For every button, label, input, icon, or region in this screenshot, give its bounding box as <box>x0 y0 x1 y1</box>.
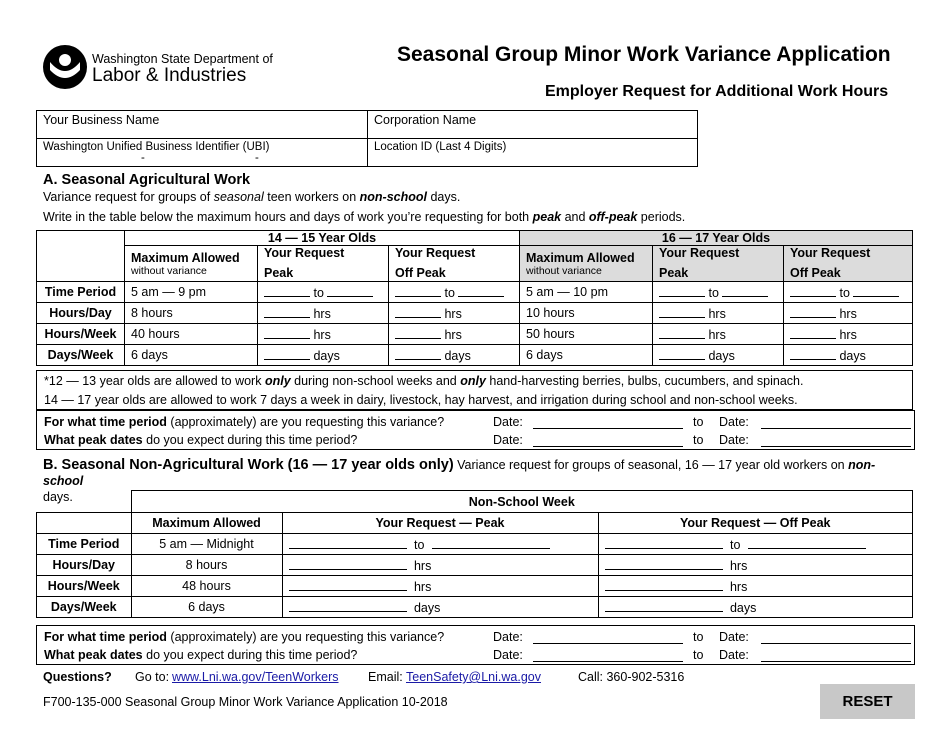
questions-label: Questions? <box>43 670 112 684</box>
peak-dates-question <box>44 433 357 447</box>
peak-time-input[interactable] <box>282 534 598 555</box>
instr-offpeak: off-peak <box>588 210 638 224</box>
to-label: to <box>693 630 704 644</box>
instr-text: Write in the table below the maximum hours and days of work you’re requesting for both <box>43 210 533 224</box>
max-cell: 6 days <box>125 345 258 366</box>
start-date-input-1[interactable] <box>533 415 683 429</box>
to-label: to <box>693 433 704 447</box>
ubi-dash-1: - <box>141 152 145 164</box>
corporation-name-field[interactable] <box>368 111 698 139</box>
reset-button[interactable]: RESET <box>820 684 915 719</box>
request-offpeak-header-2 <box>784 246 913 282</box>
end-date-input-4[interactable] <box>761 648 911 662</box>
time-period-question <box>44 630 444 644</box>
max-cell: 5 am — 10 pm <box>520 282 653 303</box>
teen-workers-link[interactable]: www.Lni.wa.gov/TeenWorkers <box>172 670 339 684</box>
your-request-text: Your Request <box>659 246 740 260</box>
unit-text: to <box>708 285 719 300</box>
request-offpeak-header: Your Request — Off Peak <box>598 513 913 534</box>
corner-cell <box>37 491 132 513</box>
section-a-instruction <box>43 210 685 224</box>
peak-input[interactable] <box>282 576 598 597</box>
location-id-field[interactable] <box>368 139 698 167</box>
max-cell: 40 hours <box>125 324 258 345</box>
note-1 <box>44 374 803 388</box>
start-date-input-4[interactable] <box>533 648 683 662</box>
offpeak-input[interactable] <box>598 576 913 597</box>
unit-text: hrs <box>729 579 748 594</box>
date-label: Date: <box>719 433 749 447</box>
request-peak-header: Your Request — Peak <box>282 513 598 534</box>
non-school-week-header: Non-School Week <box>131 491 913 513</box>
peak-time-input[interactable] <box>653 282 784 303</box>
ubi-label: Washington Unified Business Identifier (UBI) <box>43 141 270 153</box>
your-request-text: Your Request <box>790 246 871 260</box>
date-label: Date: <box>493 415 523 429</box>
desc-nonschool: non-school <box>359 190 427 204</box>
section-b-desc: Variance request for groups of seasonal, 16 — 17 year old workers on <box>453 458 849 472</box>
peak-input[interactable] <box>258 345 389 366</box>
section-b-nonschool: non-school <box>43 458 876 488</box>
unit-text: hrs <box>444 306 462 321</box>
unit-text: hrs <box>444 327 462 342</box>
unit-text: hrs <box>729 558 748 573</box>
max-cell: 8 hours <box>125 303 258 324</box>
row-label-days-week: Days/Week <box>37 597 132 618</box>
goto-label: Go to: <box>135 670 170 684</box>
section-a-table <box>36 230 913 366</box>
section-a-dates <box>36 410 915 450</box>
offpeak-input[interactable] <box>784 345 913 366</box>
max-cell: 6 days <box>131 597 282 618</box>
note-only: only <box>264 374 291 388</box>
location-id-label: Location ID (Last 4 Digits) <box>374 141 507 153</box>
unit-text: to <box>313 285 324 300</box>
instr-text: and <box>561 210 589 224</box>
q-text: (approximately) are you requesting this variance? <box>166 630 445 644</box>
note-text: *12 — 13 year olds are allowed to work <box>44 374 265 388</box>
start-date-input-3[interactable] <box>533 630 683 644</box>
date-label: Date: <box>493 648 523 662</box>
business-name-label: Your Business Name <box>43 113 160 127</box>
row-label-hours-week: Hours/Week <box>37 324 125 345</box>
ubi-field[interactable] <box>37 139 368 167</box>
request-offpeak-header-1 <box>389 246 520 282</box>
note-text: hand-harvesting berries, bulbs, cucumbers, and spinach. <box>485 374 804 388</box>
unit-text: hrs <box>313 327 331 342</box>
end-date-input-1[interactable] <box>761 415 911 429</box>
unit-text: hrs <box>839 306 857 321</box>
offpeak-input[interactable] <box>598 597 913 618</box>
q-bold: What peak dates <box>44 433 143 447</box>
time-period-question <box>44 415 444 429</box>
off-peak-text: Off Peak <box>395 266 446 280</box>
q-text: (approximately) are you requesting this variance? <box>166 415 445 429</box>
offpeak-input[interactable] <box>389 324 520 345</box>
to-label: to <box>693 648 704 662</box>
peak-text: Peak <box>659 266 689 280</box>
max-allowed-header-1 <box>125 246 258 282</box>
page-subtitle: Employer Request for Additional Work Hours <box>545 83 889 100</box>
unit-text: hrs <box>313 306 331 321</box>
note-text: during non-school weeks and <box>290 374 461 388</box>
unit-text: hrs <box>839 327 857 342</box>
desc-text: teen workers on <box>263 190 360 204</box>
corner-cell-2 <box>37 513 132 534</box>
row-label-hours-week: Hours/Week <box>37 576 132 597</box>
business-info-table <box>36 110 698 167</box>
section-a-notes <box>36 370 913 410</box>
unit-text: hrs <box>413 579 432 594</box>
section-a-title: A. Seasonal Agricultural Work <box>43 172 251 188</box>
unit-text: to <box>729 537 741 552</box>
offpeak-input[interactable] <box>598 555 913 576</box>
group-14-15-header: 14 — 15 Year Olds <box>125 231 520 246</box>
offpeak-time-input[interactable] <box>389 282 520 303</box>
corporation-name-label: Corporation Name <box>374 113 477 127</box>
max-cell: 6 days <box>520 345 653 366</box>
unit-text: days <box>444 348 471 363</box>
row-label-days-week: Days/Week <box>37 345 125 366</box>
unit-text: days <box>413 600 441 615</box>
date-label: Date: <box>719 648 749 662</box>
row-label-hours-day: Hours/Day <box>37 555 132 576</box>
end-date-input-3[interactable] <box>761 630 911 644</box>
note-2: 14 — 17 year olds are allowed to work 7 days a week in dairy, livestock, hay harvest, and irrigation during school and non-school weeks. <box>44 393 798 407</box>
desc-seasonal: seasonal <box>213 190 264 204</box>
section-b-table <box>36 490 913 618</box>
unit-text: hrs <box>708 327 726 342</box>
unit-text: days <box>708 348 735 363</box>
max-allowed-header-2 <box>520 246 653 282</box>
offpeak-time-input[interactable] <box>784 282 913 303</box>
org-line1: Washington State Department of <box>92 52 273 66</box>
max-cell: 8 hours <box>131 555 282 576</box>
instr-text: periods. <box>637 210 686 224</box>
offpeak-input[interactable] <box>784 303 913 324</box>
date-label: Date: <box>719 630 749 644</box>
date-label: Date: <box>493 630 523 644</box>
teen-safety-email-link[interactable]: TeenSafety@Lni.wa.gov <box>406 670 541 684</box>
peak-input[interactable] <box>258 303 389 324</box>
your-request-text: Your Request <box>395 246 476 260</box>
ubi-dash-2: - <box>255 152 259 164</box>
without-variance-text: without variance <box>526 264 602 277</box>
unit-text: hrs <box>708 306 726 321</box>
off-peak-text: Off Peak <box>790 266 841 280</box>
section-b-title: B. Seasonal Non-Agricultural Work (16 — 17 year olds only) <box>43 457 454 473</box>
to-label: to <box>693 415 704 429</box>
max-cell: 50 hours <box>520 324 653 345</box>
q-text: do you expect during this time period? <box>142 648 358 662</box>
max-cell: 48 hours <box>131 576 282 597</box>
peak-input[interactable] <box>653 345 784 366</box>
max-cell: 10 hours <box>520 303 653 324</box>
row-label-time-period: Time Period <box>37 534 132 555</box>
offpeak-time-input[interactable] <box>598 534 913 555</box>
without-variance-text: without variance <box>131 264 207 277</box>
corner-cell <box>37 231 125 282</box>
lni-logo-icon <box>42 42 88 92</box>
max-allowed-text: Maximum Allowed <box>131 250 240 265</box>
peak-dates-question <box>44 648 357 662</box>
unit-text: to <box>413 537 425 552</box>
q-bold: For what time period <box>44 415 167 429</box>
note-only: only <box>460 374 486 388</box>
call-text: Call: 360-902-5316 <box>578 670 685 684</box>
instr-peak: peak <box>532 210 562 224</box>
offpeak-input[interactable] <box>784 324 913 345</box>
unit-text: to <box>839 285 850 300</box>
unit-text: hrs <box>413 558 432 573</box>
unit-text: days <box>839 348 866 363</box>
peak-input[interactable] <box>282 597 598 618</box>
page-title: Seasonal Group Minor Work Variance Application <box>397 43 891 66</box>
request-peak-header-1 <box>258 246 389 282</box>
request-peak-header-2 <box>653 246 784 282</box>
q-text: do you expect during this time period? <box>142 433 358 447</box>
your-request-text: Your Request <box>264 246 345 260</box>
unit-text: days <box>729 600 757 615</box>
q-bold: For what time period <box>44 630 167 644</box>
max-cell: 5 am — 9 pm <box>125 282 258 303</box>
form-id: F700-135-000 Seasonal Group Minor Work Variance Application 10-2018 <box>43 695 448 709</box>
org-line2: Labor & Industries <box>92 65 247 86</box>
peak-input[interactable] <box>282 555 598 576</box>
q-bold: What peak dates <box>44 648 143 662</box>
max-cell: 5 am — Midnight <box>131 534 282 555</box>
peak-input[interactable] <box>258 324 389 345</box>
section-a-description <box>43 190 460 204</box>
section-b-dates <box>36 625 915 665</box>
date-label: Date: <box>719 415 749 429</box>
unit-text: days <box>313 348 340 363</box>
offpeak-input[interactable] <box>389 345 520 366</box>
section-b-desc-end: days. <box>43 490 73 504</box>
business-name-field[interactable] <box>37 111 368 139</box>
offpeak-input[interactable] <box>389 303 520 324</box>
group-16-17-header: 16 — 17 Year Olds <box>520 231 913 246</box>
email-label: Email: <box>368 670 403 684</box>
max-allowed-text: Maximum Allowed <box>526 250 635 265</box>
max-allowed-header: Maximum Allowed <box>131 513 282 534</box>
peak-text: Peak <box>264 266 294 280</box>
peak-time-input[interactable] <box>258 282 389 303</box>
peak-input[interactable] <box>653 324 784 345</box>
start-date-input-2[interactable] <box>533 433 683 447</box>
desc-text: Variance request for groups of <box>43 190 214 204</box>
row-label-time-period: Time Period <box>37 282 125 303</box>
peak-input[interactable] <box>653 303 784 324</box>
unit-text: to <box>444 285 455 300</box>
row-label-hours-day: Hours/Day <box>37 303 125 324</box>
end-date-input-2[interactable] <box>761 433 911 447</box>
date-label: Date: <box>493 433 523 447</box>
desc-text: days. <box>427 190 461 204</box>
